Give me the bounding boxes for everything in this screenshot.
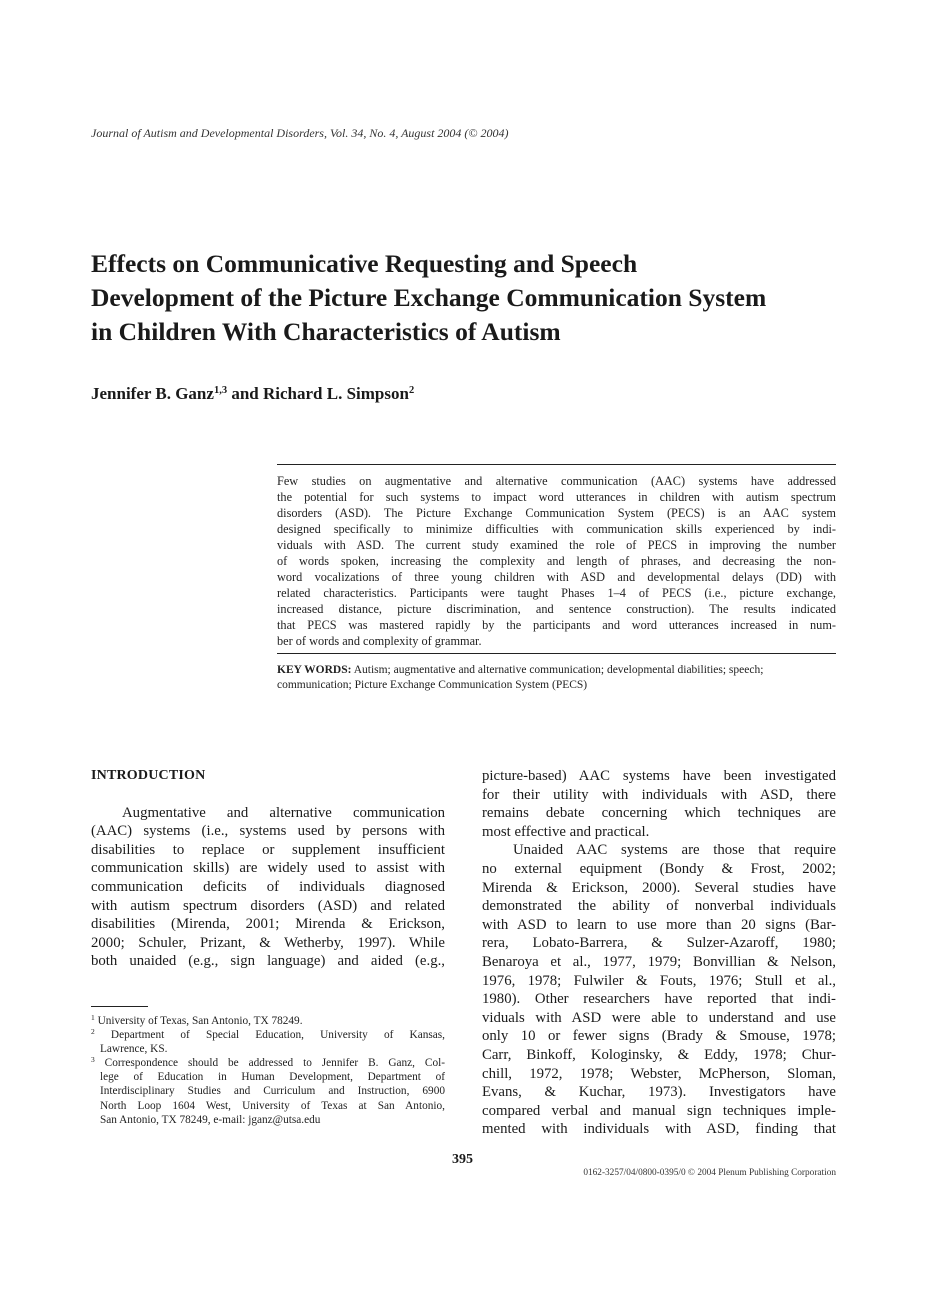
body-line: communication skills) are widely used to assist with [91, 860, 445, 877]
footnote-line: San Antonio, TX 78249, e-mail: jganz@utsa.edu [100, 1113, 321, 1126]
body-line: disabilities to replace or supplement insufficient [91, 841, 445, 858]
body-line: 1976, 1978; Fulwiler & Fouts, 1976; Stull et al., [482, 972, 836, 989]
footnote-number: 2 [91, 1027, 95, 1037]
body-line: picture-based) AAC systems have been investigated [482, 768, 836, 784]
section-heading: INTRODUCTION [91, 768, 206, 783]
journal-citation: Journal of Autism and Developmental Disorders, Vol. 34, No. 4, August 2004 (© 2004) [91, 126, 509, 140]
body-line: chill, 1972, 1978; Webster, McPherson, Sloman, [482, 1065, 836, 1082]
body-line: with autism spectrum disorders (ASD) and related [91, 897, 445, 914]
title-line: in Children With Characteristics of Autism [91, 317, 561, 346]
body-line: Mirenda & Erickson, 2000). Several studies have [482, 879, 836, 896]
abstract-line: word vocalizations of three young children with ASD and developmental delays (DD) with [277, 569, 836, 584]
abstract-line: viduals with ASD. The current study examined the role of PECS in improving the number [277, 537, 836, 552]
body-line: communication deficits of individuals diagnosed [91, 878, 445, 895]
article-title [91, 247, 851, 349]
key-words-line [277, 663, 836, 678]
body-line: rera, Lobato-Barrera, & Sulzer-Azaroff, 1980; [482, 935, 836, 952]
author-simpson: Richard L. Simpson [262, 384, 409, 403]
footnote-number: 1 [91, 1013, 95, 1022]
footnote-3: $^3$ Correspondence should be addressed to Jennifer B. Ganz, Col- [91, 1055, 445, 1070]
abstract-line: increased distance, picture discrimination, and sentence construction). The results indicated [277, 601, 836, 616]
author-ganz-affiliation: 1,3 [213, 385, 228, 396]
page-number: 395 [452, 1152, 473, 1167]
body-line: remains debate concerning which techniques are [482, 805, 836, 822]
author-simpson-affiliation: 2 [408, 385, 415, 396]
body-line: no external equipment (Bondy & Frost, 2002; [482, 860, 836, 877]
footnote-1: $^1$ University of Texas, San Antonio, TX 78249. [91, 1013, 303, 1027]
abstract-line: of words spoken, increasing the complexity and length of phrases, and decreasing the non- [277, 553, 836, 568]
body-line: for their utility with individuals with ASD, there [482, 786, 836, 803]
body-line: Benaroya et al., 1977, 1979; Bonvillian & Nelson, [482, 953, 836, 970]
abstract-line: designed specifically to minimize difficulties with communication skills experienced by indi- [277, 521, 836, 536]
body-line: with ASD to learn to use more than 20 signs (Bar- [482, 916, 836, 933]
title-line: Development of the Picture Exchange Communication System [91, 283, 767, 312]
key-words-text: Autism; augmentative and alternative communication; developmental diabilities; speech; [351, 664, 764, 677]
body-column-right [482, 767, 836, 1139]
body-line: Unaided AAC systems are those that require [513, 842, 836, 859]
abstract-line: Few studies on augmentative and alternative communication (AAC) systems have addressed [277, 474, 836, 488]
key-words-line: communication; Picture Exchange Communication System (PECS) [277, 679, 588, 692]
body-line: only 10 or fewer signs (Brady & Smouse, 1978; [482, 1028, 836, 1045]
body-line: 1980). Other researchers have reported that indi- [482, 991, 836, 1008]
footnote-line: Lawrence, KS. [100, 1043, 168, 1056]
abstract-text [277, 474, 836, 649]
body-line: Evans, & Kuchar, 1973). Investigators have [482, 1084, 836, 1101]
abstract-line: ber of words and complexity of grammar. [277, 633, 482, 648]
body-column-left [91, 767, 445, 971]
key-words-label: KEY WORDS: [277, 664, 352, 677]
footnote-line: Interdisciplinary Studies and Curriculum and Instruction, 6900 [100, 1085, 445, 1098]
body-line: viduals with ASD were able to understand and use [482, 1009, 836, 1026]
abstract-divider [277, 653, 836, 654]
body-line: both unaided (e.g., sign language) and aided (e.g., [91, 953, 445, 970]
author-list [91, 384, 414, 404]
abstract-line: that PECS was mastered rapidly by the participants and word utterances increased in num- [277, 617, 836, 632]
author-joiner: and [227, 384, 263, 403]
body-line: compared verbal and manual sign techniques imple- [482, 1102, 836, 1119]
body-line: most effective and practical. [482, 823, 650, 840]
footnote-line: lege of Education in Human Development, Department of [100, 1071, 445, 1084]
footnote-divider [91, 1006, 148, 1007]
body-line: demonstrated the ability of nonverbal individuals [482, 898, 836, 915]
abstract-section [277, 464, 836, 693]
abstract-line: related characteristics. Participants were taught Phases 1–4 of PECS (i.e., picture exchange, [277, 585, 836, 600]
abstract-line: the potential for such systems to impact word utterances in children with autism spectrum [277, 489, 836, 504]
footnotes [91, 1014, 445, 1127]
copyright-line: 0162-3257/04/0800-0395/0 © 2004 Plenum Publishing Corporation [583, 1168, 836, 1178]
body-line: disabilities (Mirenda, 2001; Mirenda & Erickson, [91, 916, 445, 933]
body-line: mented with individuals with ASD, finding that [482, 1121, 836, 1138]
abstract-line: disorders (ASD). The Picture Exchange Communication System (PECS) is an AAC system [277, 505, 836, 520]
body-line: Carr, Binkoff, Kologinsky, & Eddy, 1978; Chur- [482, 1046, 836, 1063]
footnote-line: North Loop 1604 West, University of Texas at San Antonio, [100, 1099, 445, 1112]
footnote-number: 3 [91, 1055, 95, 1065]
title-line: Effects on Communicative Requesting and Speech [91, 249, 638, 278]
key-words [277, 663, 836, 693]
body-line: 2000; Schuler, Prizant, & Wetherby, 1997). While [91, 934, 445, 951]
footnote-2: $^2$ Department of Special Education, University of Kansas, [91, 1027, 445, 1042]
body-line: Augmentative and alternative communication [122, 804, 445, 821]
body-line: (AAC) systems (i.e., systems used by persons with [91, 823, 445, 840]
author-ganz: Jennifer B. Ganz [91, 384, 214, 403]
